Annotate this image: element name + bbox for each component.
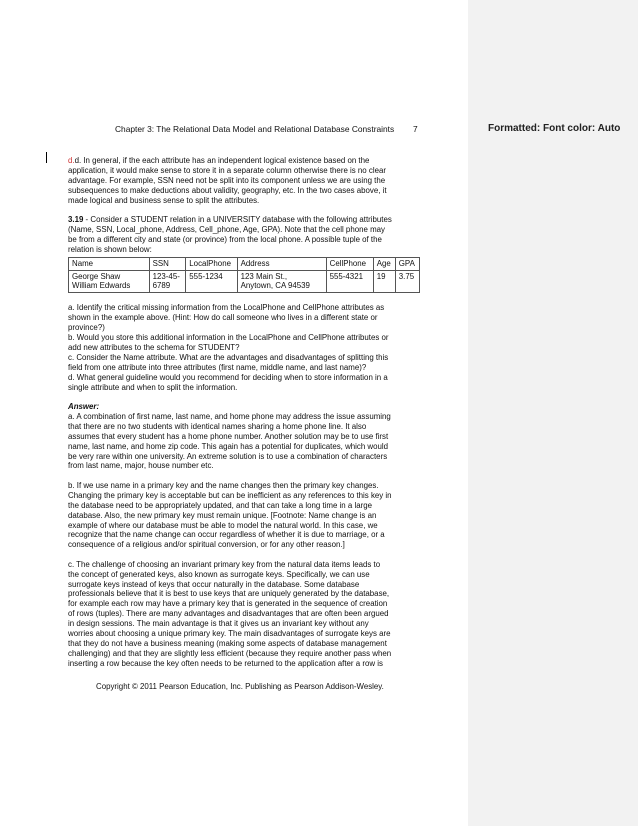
answer-line: consequence of a religious and/or spiritual conversion, or for any other reason.] xyxy=(68,540,345,550)
answer-line: example of where our database must be able to model the natural world. In this case, we xyxy=(68,520,378,530)
question-3-19 xyxy=(68,215,420,255)
page-number: 7 xyxy=(413,124,418,134)
question-line: a. Identify the critical missing information from the LocalPhone and CellPhone attributes as xyxy=(68,303,385,313)
answer-line: name, last name, and home zip code. This again has a potential for duplicates, which would xyxy=(68,441,389,451)
paragraph-line: subsequences to make deductions about validity, geography, etc. In the two cases above, it xyxy=(68,185,387,195)
answer-line: surrogate keys instead of keys that occur naturally in the database. Some database xyxy=(68,579,360,589)
answer-a xyxy=(68,402,420,471)
comment-margin xyxy=(468,0,638,826)
paragraph-line: application, it would make sense to store it in a separate column otherwise there is no clear xyxy=(68,165,386,175)
question-line: c. Consider the Name attribute. What are the advantages and disadvantages of splitting this xyxy=(68,352,389,362)
question-line: add new attributes to the schema for STUDENT? xyxy=(68,343,240,352)
table-row xyxy=(69,270,420,293)
answer-line: that there are no two students with identical names sharing a home phone line. It also xyxy=(68,421,367,431)
paragraph-line: made logical and business sense to split the attributes. xyxy=(68,195,260,205)
question-line: b. Would you store this additional information in the LocalPhone and CellPhone attributes or xyxy=(68,333,389,343)
answer-line: from last name, major, house number etc. xyxy=(68,461,214,471)
answer-line: that they do not have a business meaning (making some aspects of database management xyxy=(68,638,387,648)
answer-line: of rows (tuples). There are many advantages and disadvantages that are often been argued xyxy=(68,609,389,619)
question-line: province?) xyxy=(68,323,105,333)
table-cell-gpa: 3.75 xyxy=(395,270,419,293)
answer-b xyxy=(68,481,420,550)
answer-line: b. If we use name in a primary key and the name changes then the primary key changes. xyxy=(68,480,379,490)
student-tuple-table xyxy=(68,257,420,294)
paragraph-line xyxy=(68,215,420,225)
formatting-comment-label[interactable]: Formatted: Font color: Auto xyxy=(488,123,621,134)
question-line: field from one attribute into three attributes (first name, middle name, and last name)? xyxy=(68,362,367,372)
table-cell-ssn xyxy=(149,270,186,293)
answer-line: Changing the primary key is acceptable but can be inefficient as any references to this key in xyxy=(68,490,392,500)
paragraph-line: advantage. For example, SSN need not be split into its component unless we are using the xyxy=(68,175,386,185)
answer-line: worries about choosing a unique primary key. The main disadvantages of surrogate keys are xyxy=(68,629,391,639)
paragraph-line-text: d. In general, if the each attribute has an independent logical existence based on the xyxy=(74,156,370,165)
cell-line: George Shaw xyxy=(72,271,121,281)
table-header-cell: Age xyxy=(373,257,395,270)
cell-line: Anytown, CA 94539 xyxy=(240,281,310,291)
answer-c xyxy=(68,560,420,669)
answer-line: challenging) and that they are slightly less efficient (because they require another pass when xyxy=(68,648,392,658)
answer-line: inserting a row because the key often needs to be returned to the application after a row is xyxy=(68,658,383,668)
questions-list xyxy=(68,303,420,392)
answer-line: in design sessions. The main advantage is that it gives us an invariant key without any xyxy=(68,619,369,629)
answer-line: the concept of generated keys, also known as surrogate keys. Specifically, we can use xyxy=(68,569,370,579)
header-title: Chapter 3: The Relational Data Model and Relational Database Constraints xyxy=(115,124,395,134)
question-number: 3.19 xyxy=(68,215,84,225)
paragraph-d xyxy=(68,156,420,206)
question-line: single attribute and when to split the information. xyxy=(68,382,238,392)
table-header-cell: CellPhone xyxy=(326,257,373,270)
answer-line: the database need to be appropriately updated, and that can take a long time in a large xyxy=(68,500,373,510)
table-cell-localphone: 555-1234 xyxy=(186,270,237,293)
answer-line: assumes that every student has a home phone number. Another solution may be to use first xyxy=(68,431,389,441)
table-cell-age: 19 xyxy=(373,270,395,293)
table-header-cell: Address xyxy=(237,257,326,270)
answer-line: professionals believe that it is best to use keys that are uniquely generated by the database, xyxy=(68,589,390,599)
table-cell-name xyxy=(69,270,150,293)
question-line: d. What general guideline would you recommend for deciding when to store information in a xyxy=(68,372,388,382)
cell-line: 123-45- xyxy=(152,271,180,281)
paragraph-line: relation is shown below: xyxy=(68,244,152,254)
change-bar xyxy=(46,152,47,163)
table-cell-address xyxy=(237,270,326,293)
question-line: shown in the example above. (Hint: How do call someone who lives in a different state or xyxy=(68,313,378,323)
cell-line: William Edwards xyxy=(72,281,131,291)
table-header-cell: SSN xyxy=(149,257,186,270)
paragraph-line: be from a different city and state (or province) from the local phone. A possible tuple of the xyxy=(68,234,382,244)
paragraph-line: (Name, SSN, Local_phone, Address, Cell_phone, Age, GPA). Note that the cell phone may xyxy=(68,224,385,234)
answer-line: be very rare within one university. An extreme solution is to use a combination of characters xyxy=(68,451,388,461)
table-header-cell: LocalPhone xyxy=(186,257,237,270)
document-body xyxy=(68,156,420,678)
cell-line: 123 Main St., xyxy=(240,271,288,281)
page-footer: Copyright © 2011 Pearson Education, Inc. Publishing as Pearson Addison-Wesley. xyxy=(96,682,384,691)
table-header-cell: Name xyxy=(69,257,150,270)
answer-line: a. A combination of first name, last name, and home phone may address the issue assuming xyxy=(68,411,391,421)
paragraph-line xyxy=(68,156,420,166)
table-cell-cellphone: 555-4321 xyxy=(326,270,373,293)
answer-line: recognize that the name change can occur regardless of whether it is due to marriage, or a xyxy=(68,530,385,540)
answer-line: for example each row may have a primary key that is generated in the sequence of creation xyxy=(68,599,388,609)
answer-line: c. The challenge of choosing an invariant primary key from the natural data items leads to xyxy=(68,559,381,569)
cell-line: 6789 xyxy=(152,281,171,291)
table-header-cell: GPA xyxy=(395,257,419,270)
page-header xyxy=(115,124,425,134)
answer-heading: Answer: xyxy=(68,402,100,412)
question-line-text: - Consider a STUDENT relation in a UNIVERSITY database with the following attributes xyxy=(83,215,392,225)
answer-line: database. Also, the new primary key must remain unique. [Footnote: Name change is an xyxy=(68,510,377,520)
inserted-text: d. xyxy=(68,156,75,165)
table-header-row xyxy=(69,257,420,270)
